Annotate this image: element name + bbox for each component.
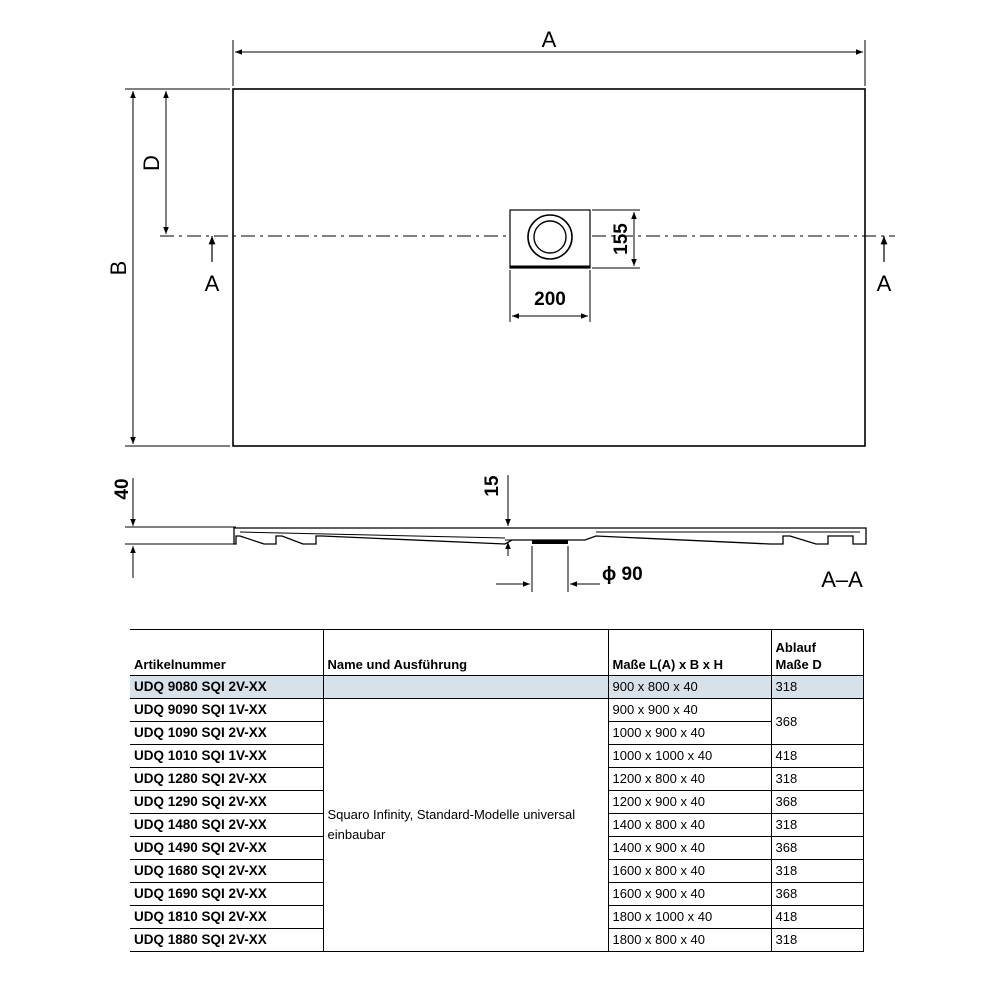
cell-drain: 368 (771, 883, 863, 906)
cell-drain: 318 (771, 768, 863, 791)
cell-name-empty (323, 676, 608, 699)
section-title: A–A (821, 567, 863, 592)
cell-article: UDQ 1480 SQI 2V-XX (130, 814, 323, 837)
header-name: Name und Ausführung (323, 630, 608, 676)
top-view (125, 40, 895, 446)
cell-drain: 418 (771, 745, 863, 768)
cell-article: UDQ 9080 SQI 2V-XX (130, 676, 323, 699)
drain-outlet-section (532, 540, 568, 544)
cell-drain: 318 (771, 814, 863, 837)
cell-dims: 1200 x 800 x 40 (608, 768, 771, 791)
cell-article: UDQ 1880 SQI 2V-XX (130, 929, 323, 952)
label-a: A (541, 27, 557, 52)
cell-description: Squaro Infinity, Standard-Modelle universal einbaubar (323, 699, 608, 952)
cell-dims: 1200 x 900 x 40 (608, 791, 771, 814)
cell-drain: 318 (771, 676, 863, 699)
cell-article: UDQ 1690 SQI 2V-XX (130, 883, 323, 906)
cell-article: UDQ 9090 SQI 1V-XX (130, 699, 323, 722)
header-drain-line2: Maße D (775, 657, 822, 672)
label-200: 200 (534, 289, 566, 310)
label-40: 40 (112, 478, 133, 500)
cell-article: UDQ 1280 SQI 2V-XX (130, 768, 323, 791)
label-b: B (106, 260, 131, 276)
label-diameter: ϕ 90 (602, 564, 643, 585)
cell-drain: 368 (771, 699, 863, 745)
table-row (130, 676, 863, 699)
cell-dims: 1800 x 800 x 40 (608, 929, 771, 952)
cell-article: UDQ 1290 SQI 2V-XX (130, 791, 323, 814)
cell-article: UDQ 1010 SQI 1V-XX (130, 745, 323, 768)
cell-dims: 1800 x 1000 x 40 (608, 906, 771, 929)
section-marker-right: A (876, 271, 892, 296)
header-article: Artikelnummer (130, 630, 323, 676)
header-dims: Maße L(A) x B x H (608, 630, 771, 676)
cell-article: UDQ 1810 SQI 2V-XX (130, 906, 323, 929)
label-155: 155 (611, 223, 632, 255)
cell-dims: 1600 x 800 x 40 (608, 860, 771, 883)
cell-dims: 1400 x 800 x 40 (608, 814, 771, 837)
product-table (130, 629, 864, 952)
cell-drain: 318 (771, 860, 863, 883)
table-header-row (130, 630, 863, 676)
section-marker-left: A (204, 271, 220, 296)
label-15: 15 (482, 475, 503, 497)
cell-dims: 900 x 900 x 40 (608, 699, 771, 722)
cell-dims: 1000 x 900 x 40 (608, 722, 771, 745)
header-drain-line1: Ablauf (775, 640, 816, 655)
cell-article: UDQ 1090 SQI 2V-XX (130, 722, 323, 745)
cell-dims: 1600 x 900 x 40 (608, 883, 771, 906)
cell-article: UDQ 1490 SQI 2V-XX (130, 837, 323, 860)
cell-drain: 318 (771, 929, 863, 952)
label-d: D (139, 155, 164, 171)
cell-dims: 1400 x 900 x 40 (608, 837, 771, 860)
cell-article: UDQ 1680 SQI 2V-XX (130, 860, 323, 883)
cell-drain: 368 (771, 837, 863, 860)
cell-drain: 368 (771, 791, 863, 814)
cell-dims: 900 x 800 x 40 (608, 676, 771, 699)
header-drain (771, 630, 863, 676)
cell-drain: 418 (771, 906, 863, 929)
cell-dims: 1000 x 1000 x 40 (608, 745, 771, 768)
table-row (130, 699, 863, 722)
